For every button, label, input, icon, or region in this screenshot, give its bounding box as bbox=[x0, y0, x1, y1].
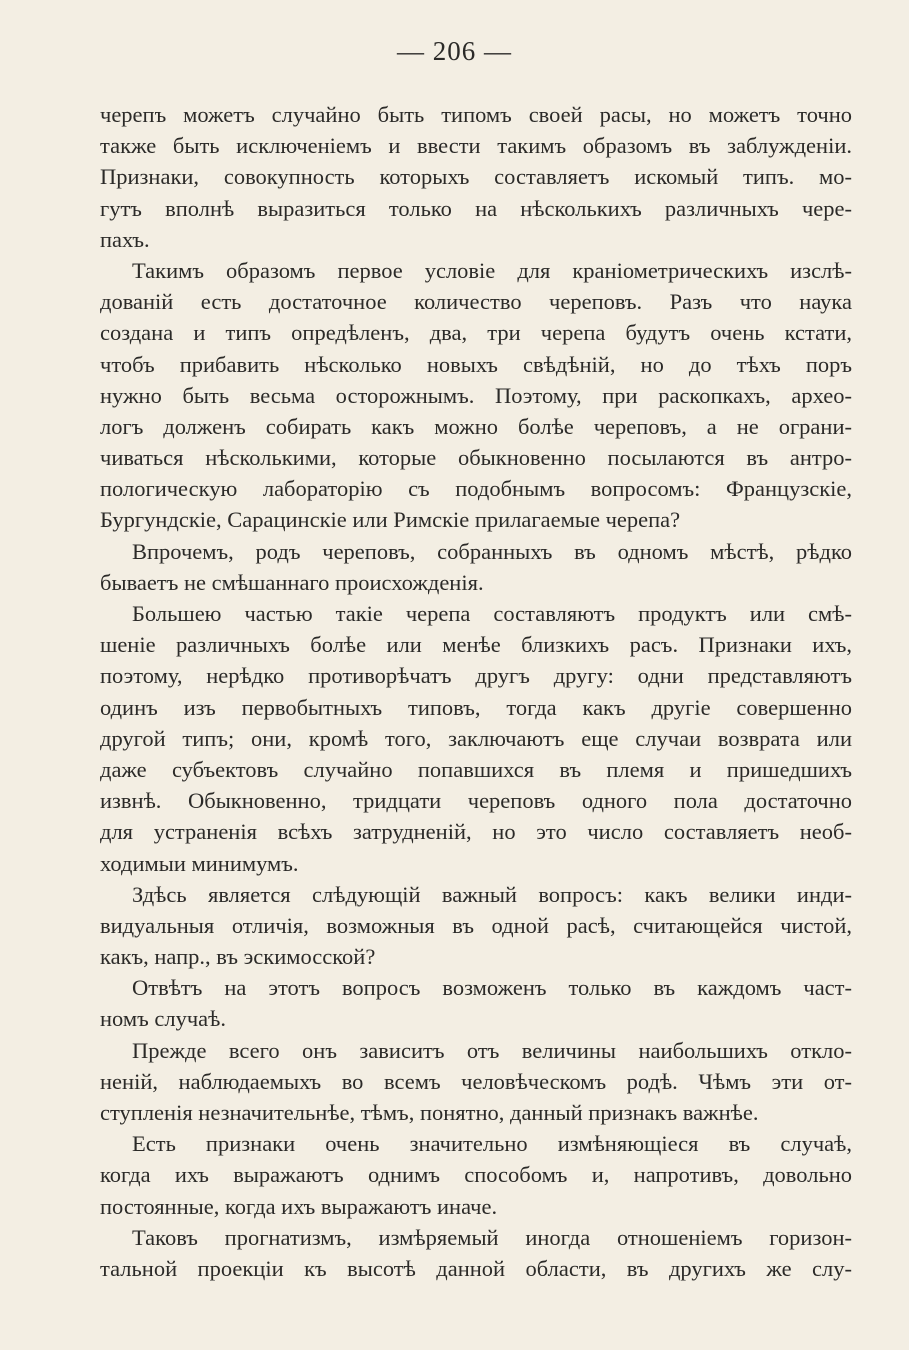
text-line: ненiй, наблюдаемыхъ во всемъ человѣческомъ родѣ. Чѣмъ эти от- bbox=[100, 1068, 852, 1094]
text-line: постоянные, когда ихъ выражаютъ иначе. bbox=[100, 1193, 498, 1219]
text-line: другой типъ; они, кромѣ того, заключаютъ еще случаи возврата или bbox=[100, 725, 852, 751]
text-line: пологическую лабораторiю съ подобнымъ вопросомъ: Французскiе, bbox=[100, 476, 852, 502]
text-line: когда ихъ выражаютъ однимъ способомъ и, напротивъ, довольно bbox=[100, 1162, 852, 1188]
text-line: гутъ вполнѣ выразиться только на нѣсколькихъ различныхъ чере- bbox=[100, 195, 852, 221]
text-line: Прежде всего онъ зависитъ отъ величины наибольшихъ откло- bbox=[132, 1037, 852, 1063]
text-line: какъ, напр., въ эскимосской? bbox=[100, 944, 376, 970]
text-line: Бургундскiе, Сарацинскiе или Римскiе прилагаемые черепа? bbox=[100, 507, 681, 533]
text-line: одинъ изъ первобытныхъ типовъ, тогда какъ другiе совершенно bbox=[100, 694, 852, 720]
text-line: тальной проекцiи къ высотѣ данной области, въ другихъ же слу- bbox=[100, 1255, 852, 1281]
text-line: Такимъ образомъ первое условiе для краніометрическихъ изслѣ- bbox=[132, 257, 852, 283]
text-line: нужно быть весьма осторожнымъ. Поэтому, при раскопкахъ, археo- bbox=[100, 382, 852, 408]
text-line: Есть признаки очень значительно измѣняющiеся въ случаѣ, bbox=[132, 1131, 852, 1157]
text-line: поэтому, нерѣдко противорѣчатъ другъ другу: одни представляютъ bbox=[100, 663, 852, 689]
text-line: Таковъ прогнатизмъ, измѣряемый иногда отношенiемъ горизон- bbox=[132, 1224, 852, 1250]
text-line: чтобъ прибавить нѣсколько новыхъ свѣдѣнiй, но до тѣхъ поръ bbox=[100, 351, 852, 377]
text-line: извнѣ. Обыкновенно, тридцати череповъ одного пола достаточно bbox=[100, 788, 852, 814]
text-line: также быть исключенiемъ и ввести такимъ образомъ въ заблужденiи. bbox=[100, 133, 852, 159]
text-line: Отвѣтъ на этотъ вопросъ возможенъ только въ каждомъ част- bbox=[132, 975, 852, 1001]
text-line: шенiе различныхъ болѣе или менѣе близкихъ расъ. Признаки ихъ, bbox=[100, 632, 852, 658]
text-line: ходимыи минимумъ. bbox=[100, 850, 299, 876]
text-line: черепъ можетъ случайно быть типомъ своей расы, но можетъ точно bbox=[100, 102, 852, 127]
text-line: бываетъ не смѣшаннаго происхожденiя. bbox=[100, 569, 484, 595]
text-line: дованiй есть достаточное количество череповъ. Разъ что наука bbox=[100, 289, 852, 315]
text-line: создана и типъ опредѣленъ, два, три черепа будутъ очень кстати, bbox=[100, 320, 852, 346]
text-line: для устраненiя всѣхъ затрудненiй, но это число составляетъ необ- bbox=[100, 819, 852, 845]
text-line: ступленiя незначительнѣе, тѣмъ, понятно, данный признакъ важнѣе. bbox=[100, 1100, 759, 1125]
text-line: Большею частью такiе черепа составляютъ продуктъ или смѣ- bbox=[132, 601, 852, 626]
text-line: Здѣсь является слѣдующiй важный вопросъ: какъ велики инди- bbox=[132, 881, 852, 907]
text-line: номъ случаѣ. bbox=[100, 1006, 226, 1032]
text-line: даже субъектовъ случайно попавшихся въ племя и пришедшихъ bbox=[100, 756, 852, 782]
text-line: видуальныя отличiя, возможныя въ одной расѣ, считающейся чистой, bbox=[100, 912, 852, 938]
page-number: — 206 — bbox=[397, 36, 512, 66]
text-line: логъ долженъ собирать какъ можно болѣе череповъ, а не ограни- bbox=[100, 413, 852, 439]
text-line: Признаки, совокупность которыхъ составляетъ искомый типъ. мо- bbox=[100, 164, 852, 190]
body-text bbox=[100, 99, 852, 1284]
text-line: Впрочемъ, родъ череповъ, собранныхъ въ одномъ мѣстѣ, рѣдко bbox=[132, 538, 852, 564]
text-line: чиваться нѣсколькими, которые обыкновенно посылаются въ антро- bbox=[100, 445, 852, 471]
text-line: пахъ. bbox=[100, 226, 150, 252]
